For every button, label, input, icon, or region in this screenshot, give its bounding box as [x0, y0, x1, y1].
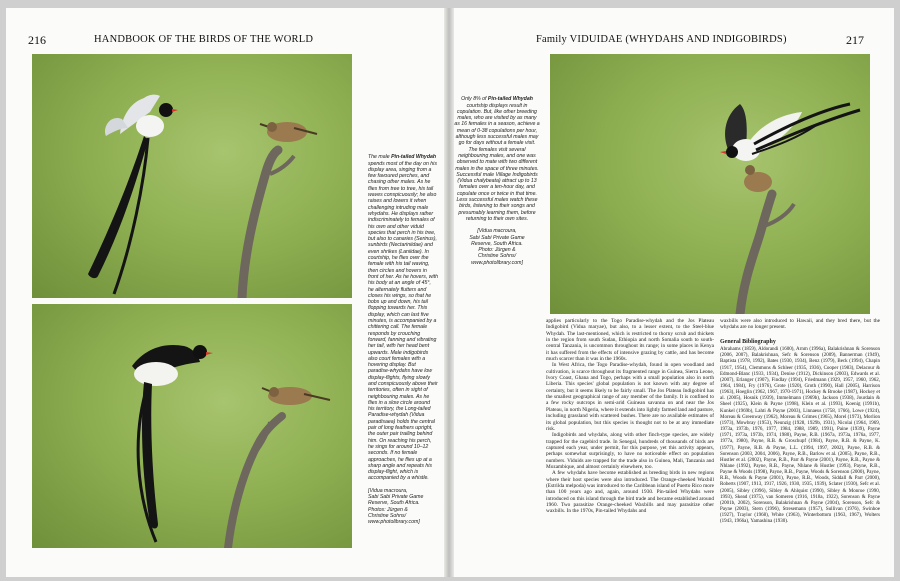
left-page-number: 216 [28, 33, 46, 47]
right-text-column [720, 318, 880, 526]
photo-whydah-hovering [32, 54, 352, 298]
right-page-number: 217 [846, 33, 864, 47]
photo-credit: [Vidua macroura, Sabi Sabi Private Game Reserve, South Africa. Photo: Jürgen & Christine Sohns/ www.photolibrary.com] [469, 228, 525, 266]
caption-text: courtship displays result in copulation. But, like other breeding males, who are visited by as many as 16 females in a season, achieve a mean of 0-38 copulations per hour, although less successful males may go for days without a female visit. The females visit several neighbouring males, and one was observed to mate with two different males in the space of three minutes. Successful male Village Indigobirds (Vidua chalybeata) attract up to 13 females over a ten-hour day, and copulate once or twice in that time. Less successful males watch these birds, listening to their songs and presumably learning them, before returning to their own sites. [454, 102, 540, 222]
photo-whydah-courtship [550, 54, 870, 314]
bibliography-text: Abrahams (1859), Aldorandi (1600), Arnm (1996a), Balakrishnan & Sorenson (2006, 2007), Balakrishnan, Sefc & Sorenson (2009), Bannerman (1949), Baptista (1978, 1992), Bates (1930, 1934), Benz (1979), Beck (1994), Chapin (1917, 1954), Clemmons & Schleer (1935, 1936), Cooper (1983), Delacour & Edmond-Blanc (1933, 1934), Denise (1912), Dickinson (2003), Edwards et al. (2007), Erlanger (1907), Findlay (1994), Friedmann (1929, 1957, 1960, 1962, 1964, 1984), Fry (1976), Grote (1920), Groth (1990), Hall (2005), Harrison (1963), Hoeglin (1962, 1967, 1970-1971), Hockey & Brooke (1987), Hockey et al. (2005), Hosnik (1939), Immelmann (1969b), Jackson (1938), Jourdain & Sheel (1925), Klein & Payne (1998), Klein et al. (1993), Koenig (1991b), Kunkel (1969b), Lahti & Payne (2003), Linnaeus (1758, 1766), Lowe (1924), Moreau & Greenway (1962), Moreau & Grimes (1965), Morel (1973), Morlion (1973), Mowbray (1953), Neunzig (1928, 1929b, 1931), Nicolai (1964, 1969, 1973a, 1973b, 1976, 1977, 1984, 1988, 1989, 1991), Paine (1939), Payne (1971, 1973a, 1973b, 1974, 1980), Payne, R.B. (1967a, 1973a, 1976a, 1977, 1977a, 1980), Payne, R.B. & Groschupf (1984), Payne, R.B. & Payne, K. (1977), Payne, R.B. & Payne, L.L. (1994, 1997, 2002), Payne, R.B. & Sorenson (2003, 2004, 2006), Payne, R.B., Barlow et al. (2005), Payne, R.B., Hustler et al. (2002), Payne, R.B., Parr & Payne (2001), Payne, R.B., Payne & Nhlane (1992), Payne, R.B., Payne, Nhlane & Hustler (1993), Payne, R.B., Payne & Woods (1998), Payne, R.B., Payne, Woods & Sorenson (2000), Payne, R.B., Woods & Payne (2001), Payne, R.B., Woods, Siddall & Parr (2000), Roberts (1907, 1913, 1917, 1926, 1930, 1935, 1939), Sclater (1930), Sefc et al. (2005), Sibley (1996), Sibley & Ahlquist (1990), Sibley & Monroe (1990, 1993), Skead (1975), van Someren (1916, 1918a, 1922), Sorenson & Payne (2001b, 2002), Sorenson, Balakrishnan & Payne (2004), Sorenson, Sefc & Payne (2003), Stern (1996), Stresemann (1957), Sullivan (1976), Swinhoe (1927), Traylor (1968), White (1963), Winterbottom (1963, 1967), Wolters (1943, 1966a), Yamashina (1930). [720, 347, 880, 525]
whydah-hovering-illustration [32, 54, 352, 298]
book-gutter [444, 8, 454, 577]
caption-lead: The male [368, 154, 392, 161]
body-paragraph: applies particularly to the Togo Paradise-whydah and the Jos Plateau Indigobird (Vidua maryae), but also, to a lesser extent, to the Steel-blue Whydah. The last-mentioned, which is restricted to thorny scrub and thickets in the region from south Sudan, Ethiopia and north Somalia south to south-central Tanzania, is uncommon throughout its range; in some places in Kenya it has suffered from the effects of intensive grazing by cattle, and has become much scarcer than it was in the 1960s. [546, 318, 714, 363]
body-paragraph: In West Africa, the Togo Paradise-whydah, found in open woodland and cultivation, is scarce throughout its fragmented range in Guinea, Sierra Leone, Ivory Coast, Ghana and Togo, perhaps with a small population also in north Liberia. This species' global population is not known with any degree of certainty, but it seems likely to be fairly small. The Jos Plateau Indigobird has the smallest geographical range of any member of the family. It is confined to a few rocky outcrops in semi-arid Guinean savanna on and near the Jos Plateau, in north Nigeria, where it extends into lightly farmed land and pasture, including grassland with scattered bushes. There are no available estimates of its global population, but this species is thought not to be at any immediate risk. [546, 362, 714, 432]
caption-lead: Only 8% of [461, 96, 488, 103]
left-photo-caption [368, 148, 438, 532]
continuation-paragraph: waxbills were also introduced to Hawaii, and they bred there, but the whydahs are no longer present. [720, 318, 880, 331]
bibliography-title: General Bibliography [720, 338, 776, 345]
right-page [454, 8, 894, 577]
body-text-column [546, 318, 714, 515]
left-page [6, 8, 444, 577]
left-running-head: HANDBOOK OF THE BIRDS OF THE WORLD [94, 34, 314, 45]
whydah-courtship-illustration [550, 54, 870, 314]
caption-species: Pin-tailed Whydah [487, 96, 533, 103]
whydah-perched-illustration [32, 304, 352, 548]
right-running-head: Family VIDUIDAE (WHYDAHS AND INDIGOBIRDS) [536, 34, 787, 45]
photo-whydah-perched [32, 304, 352, 548]
body-paragraph: A few whydahs have become established as breeding birds in new regions where their host species were also introduced. The Orange-cheeked Waxbill (Estrilda melpoda) was introduced to the Caribbean island of Puerto Rico more than 100 years ago and, again, around 1930. Pin-tailed Whydahs were introduced on this island through the bird trade and became established around 1960. Two parasitize Orange-cheeked Waxbills and may parasitize other waxbills. In the 1970s, Pin-tailed Whydahs and [546, 470, 714, 515]
right-photo-caption [454, 90, 540, 272]
caption-text: spends most of the day on his display area, singing from a few favoured perches, and chasing other males. As he flies from tree to tree, his tail waves conspicuously; he also raises and lowers it when challenging intruding male whydahs. He displays rather indiscriminately to females of his own and other viduid species that perch in his tree, but also to canaries (Serinus), sunbirds (Nectariniidae) and even shrikes (Laniidae). In courtship, he flies over the female with his tail waving, then circles and hovers in front of her. As he hovers, with his body at an angle of 45°, he alternately flutters and closes his wings, so that he bobs up and down, his tail flopping towards her. This display, which can last five minutes, is accompanied by a chittering call. The female responds by crouching forward, fanning and vibrating her tail, with her head bent upwards. Male indigobirds also court females with a hovering display. But paradise-whydahs have low display-flights, flying slowly and conspicuously above their territories, often in sight of neighbouring males. As he flies in a slow circle around his territory, the Long-tailed Paradise-whydah (Vidua paradisaea) holds the central pair of long feathers upright, the outer pair trailing behind him. On reaching his perch, he sings for around 10–12 seconds. If no female approaches, he flies up at a sharp angle and repeats his display-flight, which is accompanied by a whistle. [368, 160, 438, 482]
photo-credit: [Vidua macroura, Sabi Sabi Private Game Reserve, South Africa. Photos: Jürgen & Christine Sohns/ www.photolibrary.com] [368, 487, 424, 526]
caption-species: Pin-tailed Whydah [391, 154, 437, 161]
body-paragraph: Indigobirds and whydahs, along with other finch-type species, are widely trapped for the cagebird trade. In Senegal, hundreds of thousands of birds are captured each year, under permit, for this purpose, yet this activity appears, perhaps somewhat surprisingly, to have no noticeable effect on population numbers. Viduids are trapped for the trade also in Guinea, Mali, Tanzania and Mozambique, and almost certainly elsewhere, too. [546, 432, 714, 470]
